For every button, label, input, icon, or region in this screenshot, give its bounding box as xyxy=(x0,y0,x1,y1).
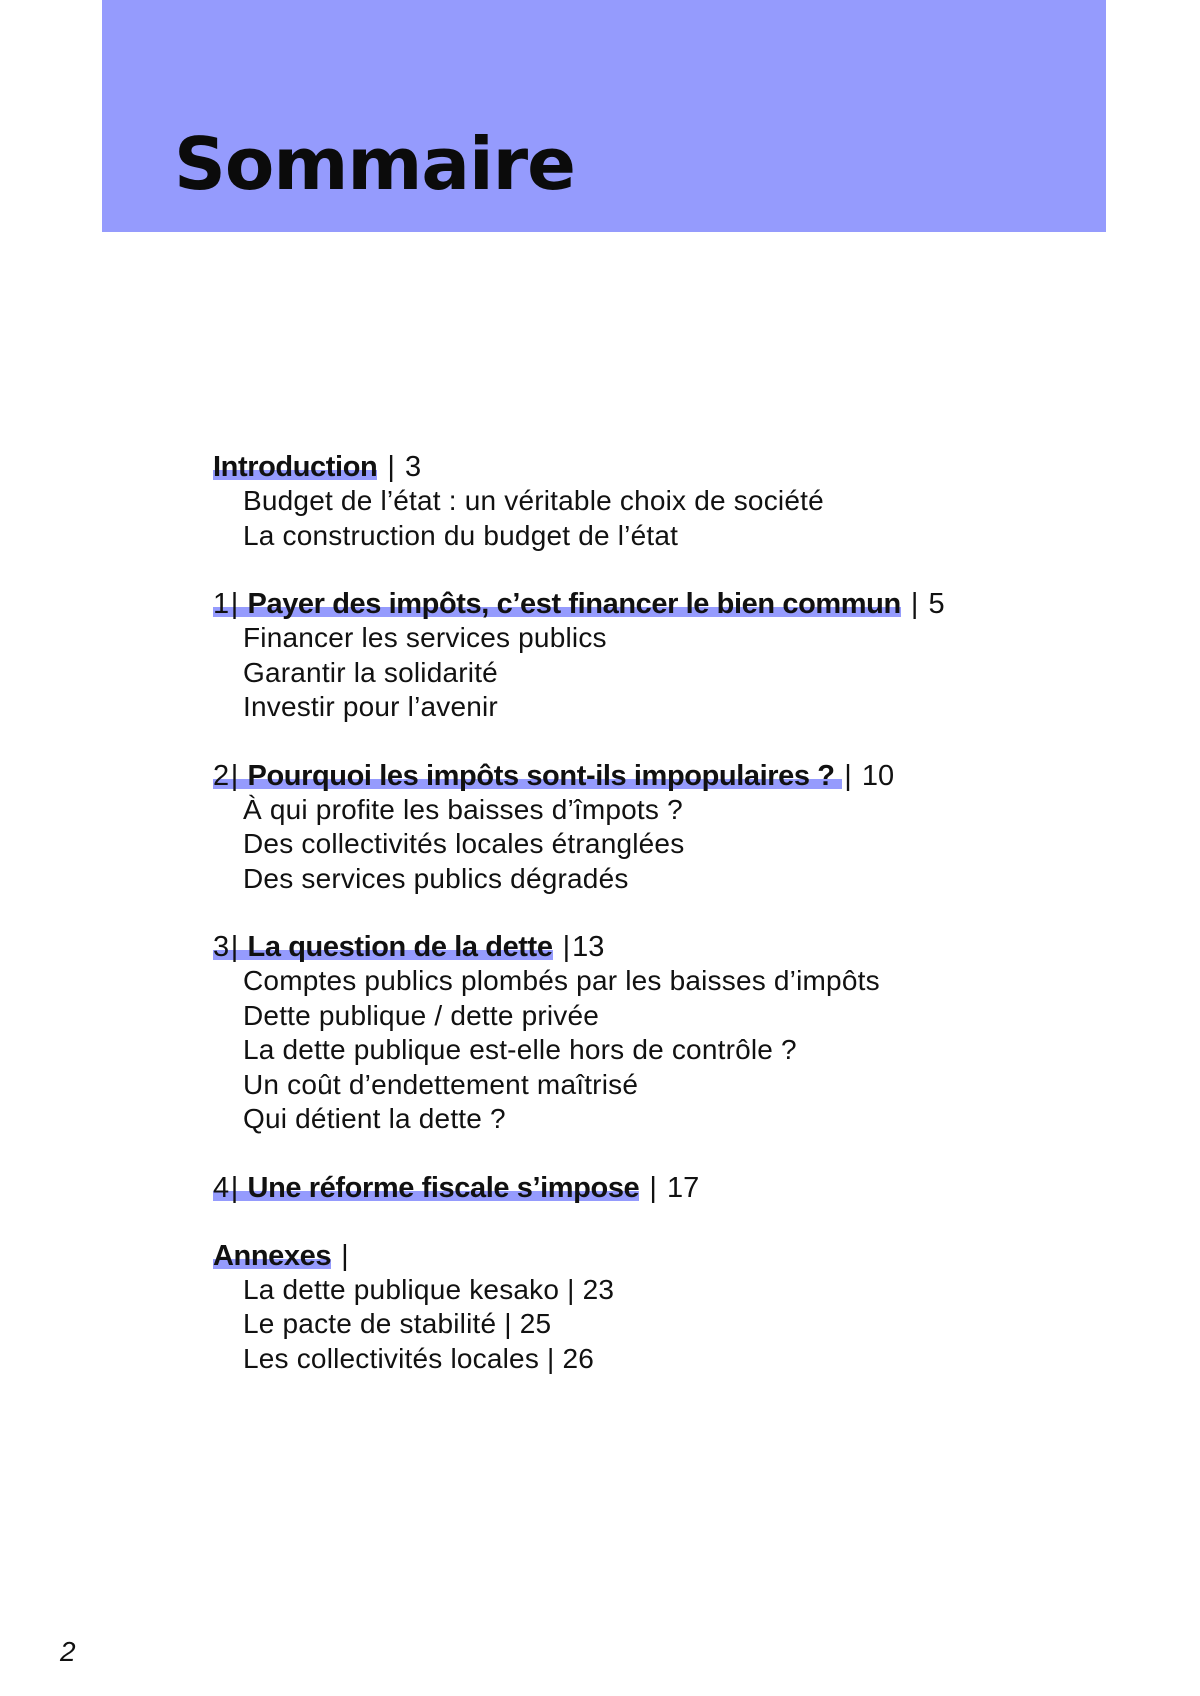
toc-heading[interactable] xyxy=(213,1171,1113,1205)
toc-heading-number: 4 xyxy=(213,1171,229,1204)
toc-separator: | xyxy=(379,451,403,483)
toc-heading-page: 5 xyxy=(928,588,945,620)
toc-separator: | xyxy=(333,1239,349,1272)
toc-heading-number: 2 xyxy=(213,759,229,792)
toc-heading-page: 17 xyxy=(666,1171,700,1204)
toc-heading-title: Annexes xyxy=(213,1239,332,1272)
toc-heading-title: Pourquoi les impôts sont-ils impopulaires ? xyxy=(247,759,843,792)
toc-sub-item[interactable]: Budget de l’état : un véritable choix de société xyxy=(243,485,824,516)
toc-separator: | xyxy=(641,1171,665,1204)
toc-sub-list xyxy=(213,1273,1113,1377)
toc-sub-item[interactable]: Des services publics dégradés xyxy=(243,862,629,894)
toc-section-3 xyxy=(213,930,1113,1137)
toc-sub-item[interactable]: Garantir la solidarité xyxy=(243,656,498,688)
toc-heading-page: 10 xyxy=(861,759,895,792)
toc-sub-item[interactable]: Investir pour l’avenir xyxy=(243,691,498,722)
toc-section-4 xyxy=(213,1171,1113,1205)
toc-sub-list xyxy=(213,621,1113,725)
toc-sub-item[interactable]: Un coût d’endettement maîtrisé xyxy=(243,1068,639,1100)
toc-heading[interactable] xyxy=(213,930,1113,964)
toc-sub-item[interactable]: La dette publique kesako | 23 xyxy=(243,1273,615,1305)
toc-heading-title: Introduction xyxy=(213,451,378,483)
toc-sub-list xyxy=(213,964,1113,1137)
toc-separator: | xyxy=(902,588,927,620)
toc-sub-item[interactable]: La construction du budget de l’état xyxy=(243,519,679,551)
toc-sub-item[interactable]: Les collectivités locales | 26 xyxy=(243,1342,594,1374)
toc-heading[interactable] xyxy=(213,587,1113,621)
toc-sub-item[interactable]: Dette publique / dette privée xyxy=(243,999,600,1031)
toc-sub-item[interactable]: La dette publique est-elle hors de contrôle ? xyxy=(243,1034,797,1065)
toc-sub-item[interactable]: Des collectivités locales étranglées xyxy=(243,828,685,859)
toc-section-annexes xyxy=(213,1239,1113,1377)
toc-heading-title: Une réforme fiscale s’impose xyxy=(247,1171,640,1204)
toc-separator: | xyxy=(230,1171,246,1204)
page-number: 2 xyxy=(60,1636,76,1667)
toc-section-2 xyxy=(213,759,1113,897)
toc-sub-item[interactable]: À qui profite les baisses d’împots ? xyxy=(243,793,683,825)
toc-sub-item[interactable]: Le pacte de stabilité | 25 xyxy=(243,1308,552,1339)
toc-heading[interactable] xyxy=(213,450,1113,484)
toc-sub-item[interactable]: Comptes publics plombés par les baisses d’impôts xyxy=(243,965,880,996)
header-band xyxy=(102,0,1106,232)
toc-heading-title: Payer des impôts, c’est financer le bien commun xyxy=(247,588,901,620)
toc-separator: | xyxy=(554,931,571,963)
toc-heading-title: La question de la dette xyxy=(247,931,553,963)
toc-section-introduction xyxy=(213,450,1113,553)
page-title: Sommaire xyxy=(174,122,575,206)
toc-heading[interactable] xyxy=(213,1239,1113,1273)
table-of-contents xyxy=(213,450,1113,1410)
toc-separator: | xyxy=(230,759,246,792)
toc-sub-list xyxy=(213,793,1113,897)
toc-heading[interactable] xyxy=(213,759,1113,793)
toc-heading-number: 3 xyxy=(213,931,229,963)
toc-sub-list xyxy=(213,484,1113,553)
toc-separator: | xyxy=(844,759,860,792)
toc-heading-page: 3 xyxy=(405,451,422,483)
toc-sub-item[interactable]: Qui détient la dette ? xyxy=(243,1103,506,1134)
toc-heading-page: 13 xyxy=(572,931,605,963)
toc-section-1 xyxy=(213,587,1113,725)
toc-separator: | xyxy=(230,588,246,620)
toc-separator: | xyxy=(230,931,246,963)
toc-heading-number: 1 xyxy=(213,588,229,620)
toc-sub-item[interactable]: Financer les services publics xyxy=(243,622,607,653)
